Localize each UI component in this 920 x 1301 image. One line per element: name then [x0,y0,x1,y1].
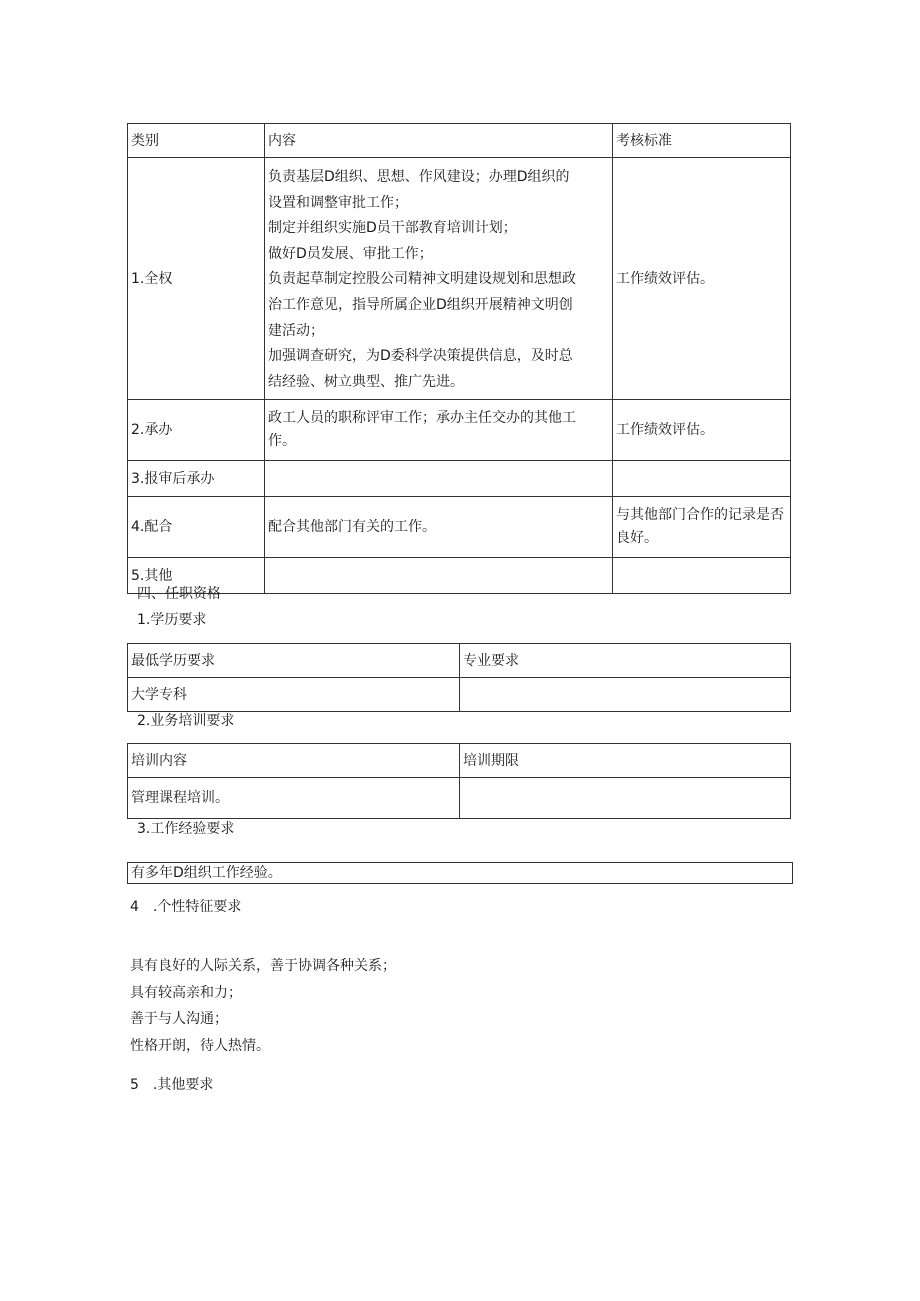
content-line: 结经验、树立典型、推广先进。 [268,373,464,390]
experience-table [127,862,793,884]
content-line: 制定并组织实施D员干部教育培训计划； [268,220,517,237]
row-standard [613,558,791,594]
table-header-row [128,124,791,158]
other-heading-text: .其他要求 [152,1077,214,1093]
list-item: 性格开朗，待人热情。 [130,1037,270,1054]
row-content: 配合其他部门有关的工作。 [265,497,613,558]
header-category: 类别 [128,124,265,158]
list-item: 具有较高亲和力； [130,984,242,1001]
table-row [128,461,791,497]
education-table [127,643,791,712]
header-training-period: 培训期限 [460,744,791,778]
header-standard: 考核标准 [613,124,791,158]
row-content [265,158,613,400]
table-row [128,778,791,819]
other-heading [130,1075,213,1095]
table-header-row [128,744,791,778]
row-category: 5.其他 [128,558,265,594]
min-education-value: 大学专科 [128,678,460,712]
table-row [128,158,791,400]
header-min-education: 最低学历要求 [128,644,460,678]
content-line: 作。 [268,433,296,450]
personality-heading-text: .个性特征要求 [152,899,242,915]
table-row [128,678,791,712]
header-major: 专业要求 [460,644,791,678]
table-row [128,863,793,884]
training-heading: 2.业务培训要求 [137,713,235,729]
content-line: 做好D员发展、审批工作； [268,245,433,262]
major-value [460,678,791,712]
row-category: 2.承办 [128,400,265,461]
content-line: 治工作意见，指导所属企业D组织开展精神文明创 [268,296,573,313]
table-row [128,400,791,461]
education-heading: 1.学历要求 [137,612,207,628]
row-content [265,461,613,497]
table-row [128,497,791,558]
duties-table [127,123,791,594]
table-header-row [128,644,791,678]
personality-heading [130,897,241,917]
section-title-qualifications: 四、任职资格 [137,586,221,602]
row-content [265,400,613,461]
row-content [265,558,613,594]
content-line: 负责起草制定控股公司精神文明建设规划和思想政 [268,271,576,288]
header-content: 内容 [265,124,613,158]
row-standard: 工作绩效评估。 [613,400,791,461]
content-line: 加强调查研究，为D委科学决策提供信息，及时总 [268,348,573,365]
row-category: 3.报审后承办 [128,461,265,497]
content-line: 建活动； [268,322,324,339]
content-line: 政工人员的职称评审工作；承办主任交办的其他工 [268,410,576,427]
personality-list [130,953,396,1059]
list-item: 具有良好的人际关系，善于协调各种关系； [130,958,396,974]
table-row [128,558,791,594]
row-category: 1.全权 [128,158,265,400]
row-standard [613,461,791,497]
training-content-value: 管理课程培训。 [128,778,460,819]
row-standard: 工作绩效评估。 [613,158,791,400]
other-heading-number: 5 [130,1077,139,1093]
content-line: 设置和调整审批工作； [268,194,408,211]
content-line: 负责基层D组织、思想、作风建设；办理D组织的 [268,169,570,185]
experience-value: 有多年D组织工作经验。 [128,863,793,884]
experience-heading: 3.工作经验要求 [137,821,235,837]
row-standard: 与其他部门合作的记录是否良好。 [613,497,791,558]
training-period-value [460,778,791,819]
training-table [127,743,791,819]
header-training-content: 培训内容 [128,744,460,778]
row-category: 4.配合 [128,497,265,558]
list-item: 善于与人沟通； [130,1011,228,1027]
personality-heading-number: 4 [130,899,139,915]
